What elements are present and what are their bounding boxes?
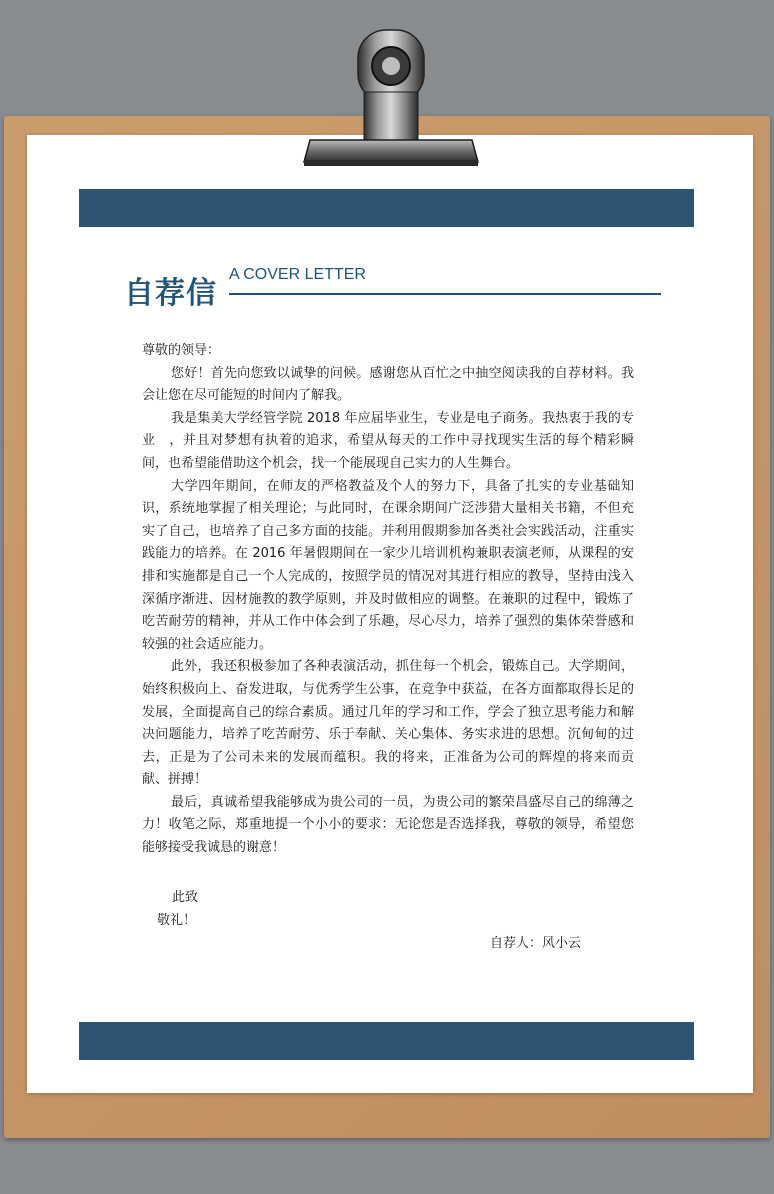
- regards: 敬礼！: [157, 913, 197, 928]
- signature: 自荐人：风小云: [490, 936, 582, 951]
- page-title: 自荐信: [124, 276, 217, 311]
- salutation: 尊敬的领导：: [142, 343, 221, 358]
- binder-clip-icon: [300, 22, 482, 172]
- letter-body: [142, 340, 634, 860]
- page-subtitle: A COVER LETTER: [229, 266, 366, 283]
- paragraph-4: 此外，我还积极参加了各种表演活动，抓住每一个机会，锻炼自己。大学期间，始终积极向上、奋发进取，与优秀学生公事，在竞争中获益，在各方面都取得长足的发展，全面提高自己的综合素质。通过几年的学习和工作，学会了独立思考能力和解决问题能力，培养了吃苦耐劳、乐于奉献、关心集体、务实求进的思想。沉甸甸的过去，正是为了公司未来的发展而蕴积。我的将来，正准备为公司的辉煌的将来而贡献、拼搏！: [142, 659, 634, 788]
- paragraph-3: 大学四年期间，在师友的严格教益及个人的努力下，具备了扎实的专业基础知识，系统地掌握了相关理论；与此同时，在课余期间广泛涉猎大量相关书籍，不但充实了自己，也培养了自己多方面的技能。并利用假期参加各类社会实践活动，注重实践能力的培养。在 2016 年暑假期间在一家少儿培训机构兼职表演老师，从课程的安排和实施都是自己一个人完成的，按照学员的情况对其进行相应的教导，坚持由浅入深循序渐进、因材施教的教学原则，并及时做相应的调整。在兼职的过程中，锻炼了吃苦耐劳的精神，并从工作中体会到了乐趣，尽心尽力，培养了强烈的集体荣誉感和较强的社会适应能力。: [142, 478, 634, 652]
- header-band: [79, 189, 694, 227]
- paragraph-1: 您好！首先向您致以诚挚的问候。感谢您从百忙之中抽空阅读我的自荐材料。我会让您在尽可能短的时间内了解我。: [142, 365, 634, 404]
- closing: 此致: [172, 890, 199, 905]
- footer-band: [79, 1022, 694, 1060]
- paragraph-2: 我是集美大学经管学院 2018 年应届毕业生，专业是电子商务。我热衷于我的专业 ，并且对梦想有执着的追求，希望从每天的工作中寻找现实生活的每个精彩瞬间，也希望能借助这个机会，找一个能展现自己实力的人生舞台。: [142, 410, 634, 471]
- title-divider: [229, 293, 661, 295]
- paragraph-5: 最后，真诚希望我能够成为贵公司的一员，为贵公司的繁荣昌盛尽自己的绵薄之力！收笔之际，郑重地提一个小小的要求：无论您是否选择我，尊敬的领导，希望您能够接受我诚恳的谢意！: [142, 794, 634, 856]
